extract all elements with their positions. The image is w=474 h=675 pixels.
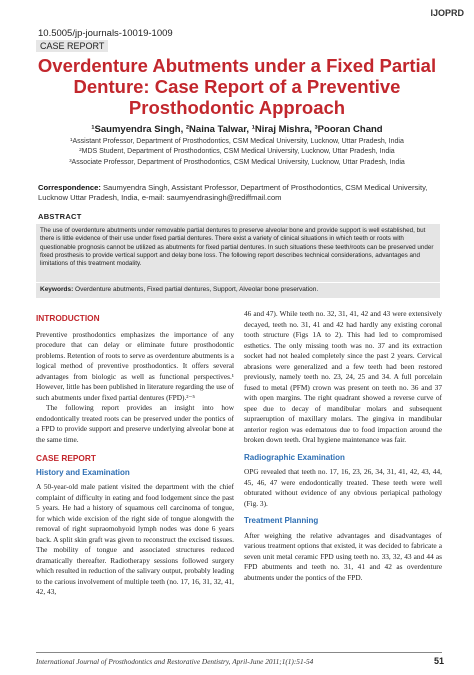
article-title [20, 55, 454, 118]
abstract-heading: ABSTRACT [38, 212, 82, 221]
article-type-badge: CASE REPORT [36, 40, 108, 52]
abstract-text: The use of overdenture abutments under removable partial dentures to preserve alveolar bone and provide support is well established, but there is little evidence of their use under fixed partial dentures. There exist a variety of clinical situations in which teeth or roots with questionable prognosis cannot be utilized as abutments for fixed partial dentures. In such situations these teeth/roots can be preserved under fixed prosthesis to provide vertical support and delay bone loss. The following report describes technical considerations, advantages and limitations of this treatment modality. [36, 224, 440, 282]
intro-paragraph-2: The following report provides an insight into how endodontically treated roots can be preserved under the pontics of a FPD to provide support and preserve underlying alveolar bone at the same time. [36, 403, 234, 444]
history-heading: History and Examination [36, 467, 130, 477]
keywords [36, 283, 440, 298]
page-number: 51 [433, 656, 444, 666]
doi[interactable]: 10.5005/jp-journals-10019-1009 [38, 28, 173, 39]
author-list: ¹Saumyendra Singh, ²Naina Talwar, ¹Niraj Mishra, ³Pooran Chand [91, 124, 383, 135]
title-line-1: Overdenture Abutments under a Fixed Partial [37, 55, 437, 76]
treatment-heading: Treatment Planning [244, 516, 319, 525]
affiliation-2: ²MDS Student, Department of Prosthodontics, CSM Medical University, Lucknow, Uttar Pradesh, India [79, 148, 395, 156]
case-report-heading: CASE REPORT [36, 453, 96, 463]
history-continued-paragraph: 46 and 47). While teeth no. 32, 31, 41, 42 and 43 were extensively decayed, teeth no. 31, 41 and 42 had hardly any existing coronal tooth structure (Figs 1A to 2). This had led to compromised esthetics. The only missing tooth was no. 37 and its extraction socket had not healed completely since the past 2 years. Cervical abrasions were generalized and a few teeth had been restored previously, namely teeth no. 23, 24, 25 and 34. A full porcelain fused to metal (PFM) crown was present on teeth no. 36 and 37 with open margins. The right quadrant showed a reverse curve of spee due to decay of mandibular molars and subsequent supraeruption of maxillary molars. The gingiva in mandibular anterior region was edematous due to food impaction around the broken down teeth. Oral hygiene maintenance was fair. [244, 309, 442, 444]
left-column [36, 313, 234, 598]
footer-divider [36, 652, 442, 653]
affiliation-1: ¹Assistant Professor, Department of Prosthodontics, CSM Medical University, Lucknow, Uttar Pradesh, India [70, 138, 404, 145]
correspondence [38, 183, 458, 203]
radiographic-heading: Radiographic Examination [244, 452, 345, 462]
treatment-paragraph: After weighing the relative advantages and disadvantages of various treatment options that existed, it was decided to fabricate a seven unit metal ceramic FPD using teeth no. 33, 32, 43 and 44 as FPD abutments and teeth no. 31, 41 and 42 as overdenture abutments under the pontics of the FPD. [244, 530, 442, 582]
keywords-text: Overdenture abutments, Fixed partial dentures, Support, Alveolar bone preservation. [73, 286, 319, 293]
journal-tag: IJOPRD [430, 8, 464, 18]
footer-journal-citation: International Journal of Prosthodontics and Restorative Dentistry, April-June 2011;1(1):51-54 [36, 657, 314, 666]
introduction-heading: INTRODUCTION [36, 313, 100, 323]
title-line-3: Prosthodontic Approach [128, 97, 346, 118]
title-line-2: Denture: Case Report of a Preventive [73, 76, 401, 97]
radiographic-paragraph: OPG revealed that teeth no. 17, 16, 23, 26, 34, 31, 41, 42, 43, 44, 45, 46, 47 were endodontically treated. These teeth were well obturated without evidence of any obvious periapical pathology (Fig. 3). [244, 467, 442, 508]
right-column [244, 309, 442, 583]
affiliations [20, 137, 454, 168]
history-paragraph: A 50-year-old male patient visited the department with the chief complaint of difficulty in eating and food lodgement since the past 5 years. He had a history of squamous cell carcinoma of tongue, for which wide excision of the right side of tongue alongwith the removal of right supraomohyoid lymph nodes was done 6 years back. A split skin graft was given to reconstruct the excised tissues. The mobility of tongue and associated structures reduced dramatically thereafter. Radiotherapy sessions followed surgery which resulted in reduction of the salivary output, probably leading to the carious involvement of multiple teeth (no. 17, 16, 31, 32, 41, 42, 43, [36, 482, 234, 596]
correspondence-label: Correspondence: [38, 183, 101, 192]
intro-paragraph-1: Preventive prosthodontics emphasizes the importance of any procedure that can delay or eliminate future prosthodontic problems. Retention of roots to serve as overdenture abutments is a logical method of preventive prosthodontics. It offers several advantages from biologic as well as functional perspectives.¹ However, little has been published in literature regarding the use of such abutments under fixed partial dentures (FPD).²⁻⁵ [36, 329, 234, 402]
affiliation-3: ³Associate Professor, Department of Prosthodontics, CSM Medical University, Lucknow, Uttar Pradesh, India [69, 158, 405, 166]
keywords-label: Keywords: [40, 286, 74, 293]
correspondence-text: Saumyendra Singh, Assistant Professor, Department of Prosthodontics, CSM Medical University, Lucknow Uttar Pradesh, India, e-mail: saumyendrasingh@rediffmail.com [38, 183, 428, 202]
